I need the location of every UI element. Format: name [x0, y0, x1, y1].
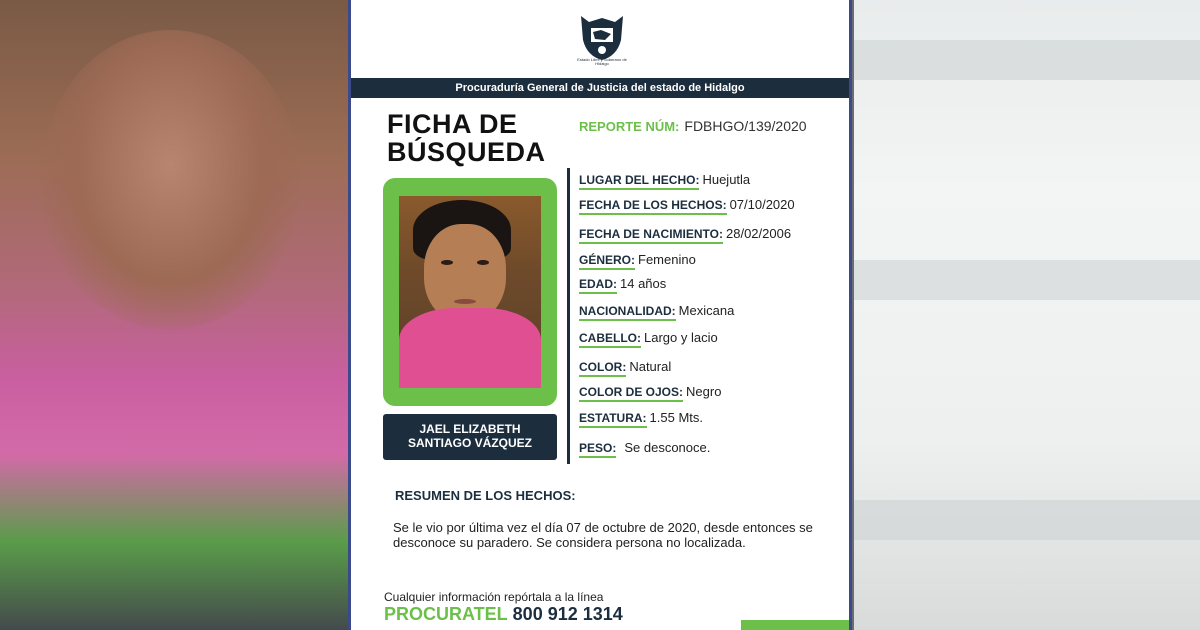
hotline-number: 800 912 1314 [512, 604, 623, 624]
blurred-background-right [854, 0, 1200, 630]
detail-value: Mexicana [678, 303, 735, 318]
search-poster [348, 0, 852, 630]
blurred-background-left [0, 0, 348, 630]
detail-label: LUGAR DEL HECHO: [579, 173, 699, 190]
person-photo [399, 196, 541, 388]
detail-label: FECHA DE NACIMIENTO: [579, 227, 723, 244]
summary-text: Se le vio por última vez el día 07 de octubre de 2020, desde entonces se desconoce su paradero. Se considera persona no localizada. [393, 520, 813, 550]
report-number-label: REPORTE NÚM: [579, 119, 680, 134]
photo-eye [441, 260, 453, 265]
detail-label: COLOR DE OJOS: [579, 385, 683, 402]
detail-value: 14 años [620, 276, 667, 291]
corner-accent [741, 620, 849, 630]
hotline-label: PROCURATEL [384, 604, 508, 624]
detail-peso [579, 440, 710, 455]
report-number [579, 118, 807, 134]
hotline [384, 604, 623, 625]
title-line-1: FICHA DE [387, 109, 518, 139]
person-name [383, 414, 557, 460]
detail-lugar [579, 172, 750, 187]
blur-stripe [854, 40, 1200, 80]
detail-label: ESTATURA: [579, 411, 647, 428]
detail-label: NACIONALIDAD: [579, 304, 676, 321]
photo-frame [383, 178, 557, 406]
detail-value: Se desconoce. [624, 440, 711, 455]
detail-value: 1.55 Mts. [649, 410, 704, 425]
blur-stripe [854, 500, 1200, 540]
detail-value: Negro [686, 384, 722, 399]
detail-value: Huejutla [702, 172, 751, 187]
detail-label: CABELLO: [579, 331, 641, 348]
detail-label: PESO: [579, 441, 616, 458]
blur-stripe [854, 260, 1200, 300]
detail-value: 07/10/2020 [729, 197, 795, 212]
detail-color-ojos [579, 384, 721, 399]
photo-shirt [399, 308, 541, 388]
detail-color [579, 359, 671, 374]
title-line-2: BÚSQUEDA [387, 137, 546, 167]
detail-label: EDAD: [579, 277, 617, 294]
detail-edad [579, 276, 666, 291]
logo-caption: Estado Libre y Soberano de Hidalgo [577, 57, 627, 66]
detail-estatura [579, 410, 703, 425]
detail-fecha-hechos [579, 197, 795, 212]
detail-value: Largo y lacio [644, 330, 718, 345]
summary-title: RESUMEN DE LOS HECHOS: [395, 488, 576, 503]
detail-value: 28/02/2006 [726, 226, 792, 241]
detail-genero [579, 252, 696, 267]
detail-label: COLOR: [579, 360, 626, 377]
contact-prompt: Cualquier información repórtala a la línea [384, 590, 604, 604]
person-name-line-2: SANTIAGO VÁZQUEZ [407, 436, 532, 450]
photo-mouth [454, 299, 476, 304]
detail-cabello [579, 330, 718, 345]
person-name-line-1: JAEL ELIZABETH [419, 422, 521, 436]
blurred-face [40, 30, 300, 330]
detail-value: Natural [629, 359, 672, 374]
detail-fecha-nacimiento [579, 226, 791, 241]
detail-label: GÉNERO: [579, 253, 635, 270]
detail-label: FECHA DE LOS HECHOS: [579, 198, 727, 215]
agency-header: Procuraduría General de Justicia del estado de Hidalgo [351, 78, 849, 98]
detail-nacionalidad [579, 303, 734, 318]
report-number-value: FDBHGO/139/2020 [684, 118, 807, 134]
vertical-divider [567, 168, 570, 464]
poster-title [387, 110, 546, 166]
photo-eye [477, 260, 489, 265]
detail-value: Femenino [638, 252, 696, 267]
